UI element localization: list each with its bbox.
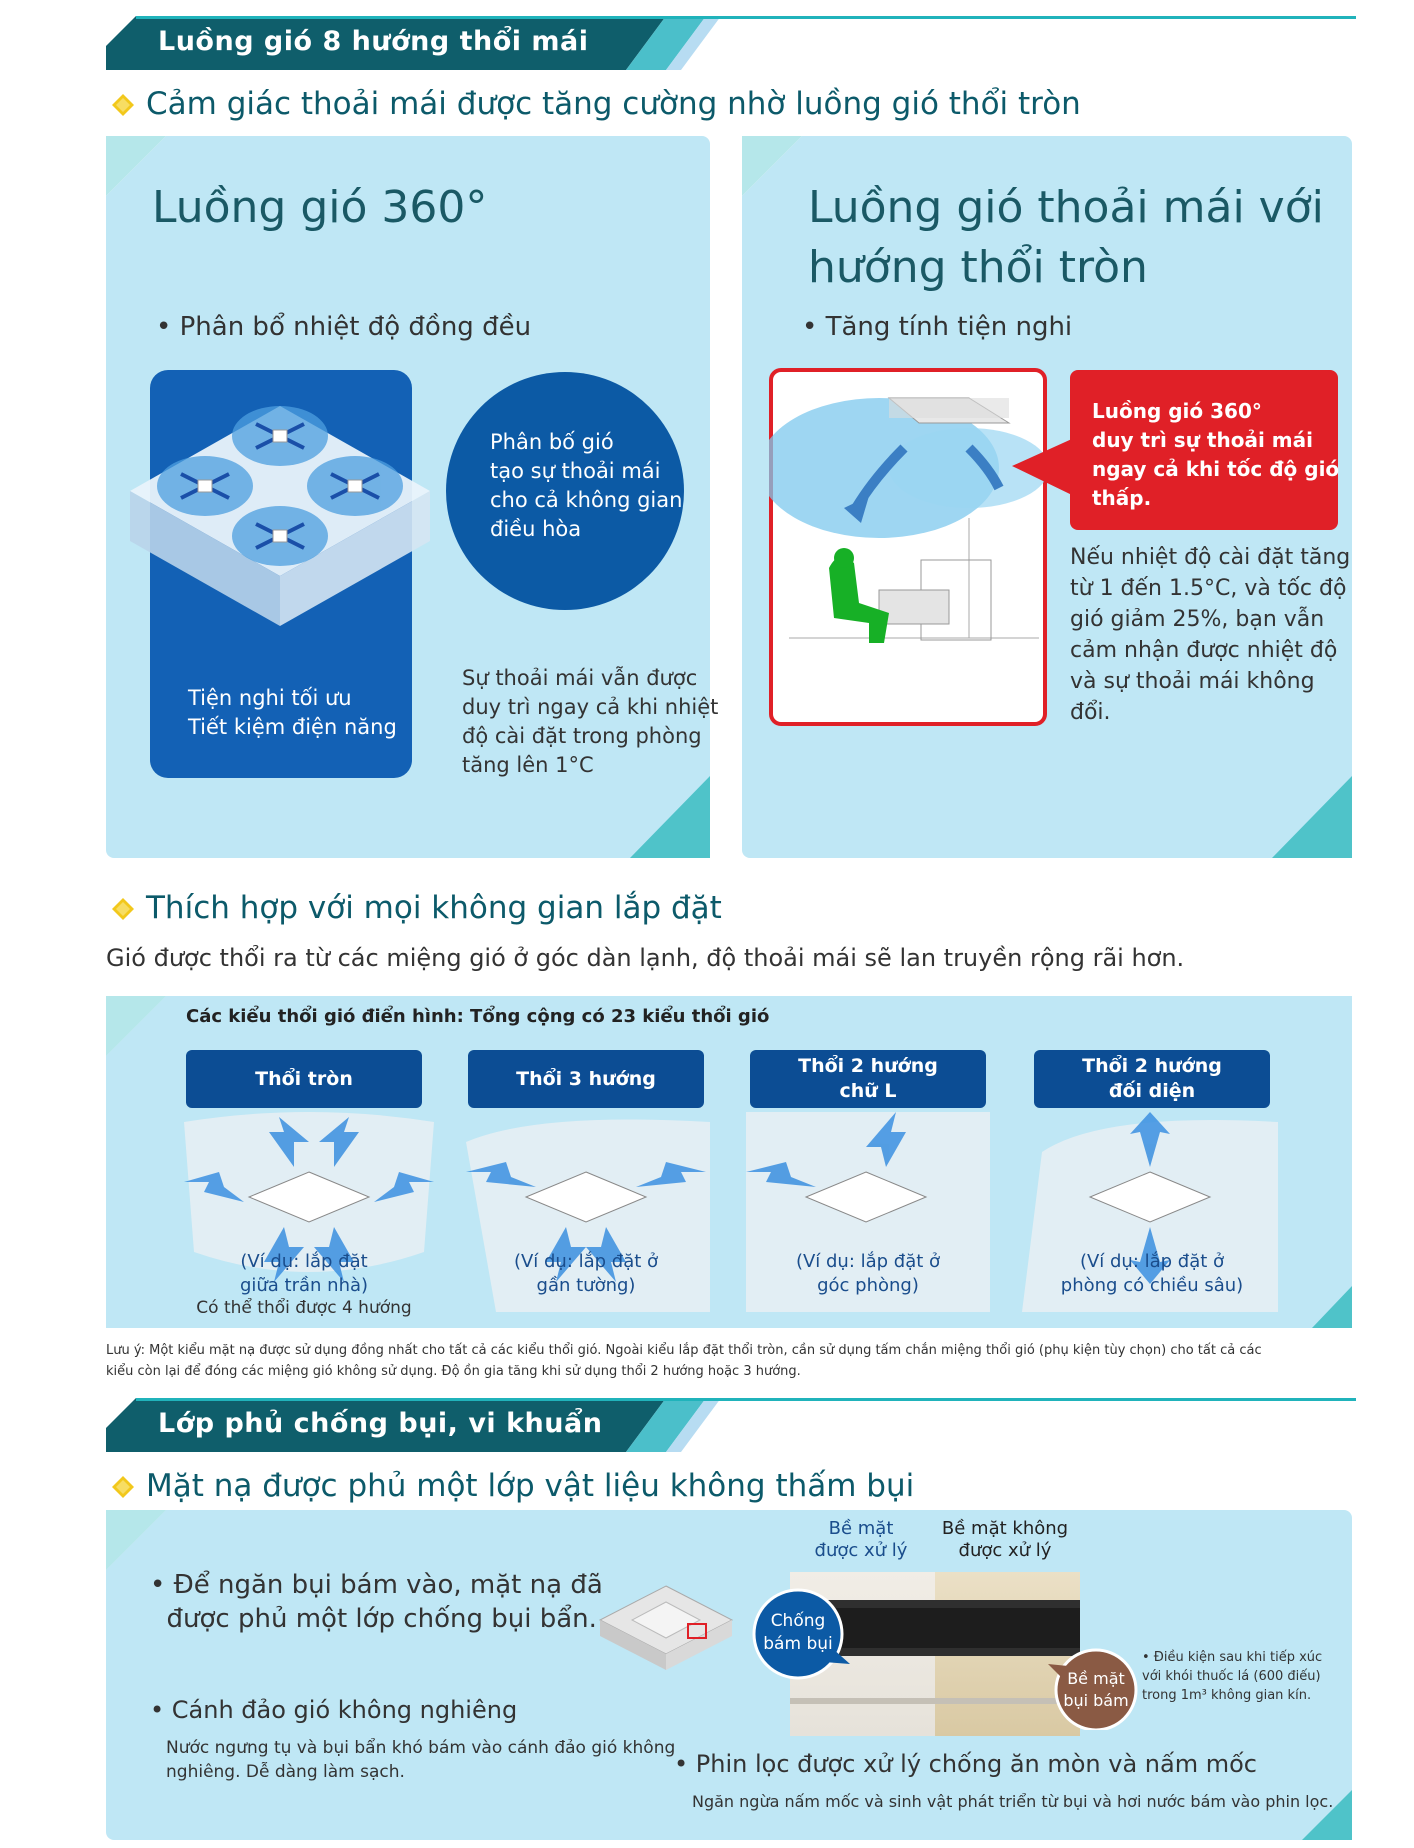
panel-title-round-flow: Luồng gió thoải mái với hướng thổi tròn	[808, 182, 1324, 293]
pattern-3-way-caption: (Ví dụ: lắp đặt ở gần tường)	[513, 1251, 659, 1296]
bullet-dust-coating: • Để ngăn bụi bám vào, mặt nạ đã được phủ một lớp chống bụi bẩn.	[150, 1570, 603, 1634]
pattern-3-way: Thổi 3 hướng	[468, 1050, 704, 1108]
label-treated: Bề mặt được xử lý	[814, 1518, 908, 1561]
patterns-footnote: Lưu ý: Một kiểu mặt nạ được sử dụng đồng nhất cho tất cả các kiểu thổi gió. Ngoài kiểu lắp đặt thổi tròn, cần sử dụng tấm chắn miệng thổi gió (phụ kiện tùy chọn) cho tất cả các kiểu còn lại để đóng các miệng gió không sử dụng. Độ ồn gia tăng khi sử dụng thổi 2 hướng hoặc 3 hướng.	[106, 1343, 1262, 1379]
callout-text: Luồng gió 360° duy trì sự thoải mái ngay cả khi tốc độ gió thấp.	[1092, 399, 1340, 510]
bullet-convenience: • Tăng tính tiện nghi	[802, 312, 1073, 342]
flap-desc: Nước ngưng tụ và bụi bẩn khó bám vào cánh đảo gió không nghiêng. Dễ dàng làm sạch.	[166, 1738, 676, 1782]
pattern-2-way-l: Thổi 2 hướng chữ L	[750, 1050, 986, 1108]
diamond-bullet-icon	[112, 94, 134, 116]
room-illustration	[769, 368, 1047, 726]
heading-comfort: Cảm giác thoải mái được tăng cường nhờ luồng gió thổi tròn	[146, 86, 1081, 122]
ceiling-diagram	[130, 396, 440, 656]
bullet-filter: • Phin lọc được xử lý chống ăn mòn và nấm mốc	[674, 1750, 1257, 1778]
diamond-bullet-icon	[112, 898, 134, 920]
dust-bubble-text: Bề mặt bụi bám	[1063, 1669, 1129, 1710]
anti-dust-bubble-text: Chống bám bụi	[763, 1611, 833, 1654]
test-condition-note: • Điều kiện sau khi tiếp xúc với khói thuốc lá (600 điếu) trong 1m³ không gian kín.	[1142, 1650, 1323, 1703]
pattern-2-way-opposite: Thổi 2 hướng đối diện	[1034, 1050, 1270, 1108]
speed-note: Nếu nhiệt độ cài đặt tăng từ 1 đến 1.5°C, và tốc độ gió giảm 25%, bạn vẫn cảm nhận được nhiệt độ và sự thoải mái không đổi.	[1070, 545, 1351, 725]
installation-subtext: Gió được thổi ra từ các miệng gió ở góc dàn lạnh, độ thoải mái sẽ lan truyền rộng rãi hơn.	[106, 944, 1185, 972]
pattern-2-way-opposite-caption: (Ví dụ: lắp đặt ở phòng có chiều sâu)	[1060, 1251, 1244, 1296]
patterns-panel-title: Các kiểu thổi gió điển hình: Tổng cộng có 23 kiểu thổi gió	[186, 1006, 770, 1027]
diamond-bullet-icon	[112, 1476, 134, 1498]
heading-installation: Thích hợp với mọi không gian lắp đặt	[146, 890, 722, 926]
pattern-round-caption: (Ví dụ: lắp đặt giữa trần nhà)	[239, 1251, 369, 1296]
filter-desc: Ngăn ngừa nấm mốc và sinh vật phát triển từ bụi và hơi nước bám vào phin lọc.	[692, 1792, 1334, 1811]
comfort-box-text: Tiện nghi tối ưu Tiết kiệm điện năng	[188, 686, 397, 739]
heading-dustproof: Mặt nạ được phủ một lớp vật liệu không thấm bụi	[146, 1468, 915, 1504]
section-title-dust: Lớp phủ chống bụi, vi khuẩn	[158, 1408, 603, 1439]
label-untreated: Bề mặt không được xử lý	[941, 1518, 1069, 1561]
panel-title-360: Luồng gió 360°	[152, 182, 488, 233]
bullet-temp-distribution: • Phân bổ nhiệt độ đồng đều	[156, 312, 532, 342]
section-title-airflow: Luồng gió 8 hướng thổi mái	[158, 26, 589, 57]
cassette-unit-image	[596, 1580, 736, 1680]
pattern-round: Thổi tròn	[186, 1050, 422, 1108]
pattern-round-extra: Có thể thổi được 4 hướng	[196, 1298, 412, 1318]
bullet-flap: • Cánh đảo gió không nghiêng	[150, 1696, 518, 1724]
distribution-circle-text: Phân bố gió tạo sự thoải mái cho cả không gian điều hòa	[490, 430, 683, 541]
comfort-note: Sự thoải mái vẫn được duy trì ngay cả khi nhiệt độ cài đặt trong phòng tăng lên 1°C	[462, 666, 719, 777]
pattern-2-way-l-caption: (Ví dụ: lắp đặt ở góc phòng)	[795, 1251, 941, 1296]
